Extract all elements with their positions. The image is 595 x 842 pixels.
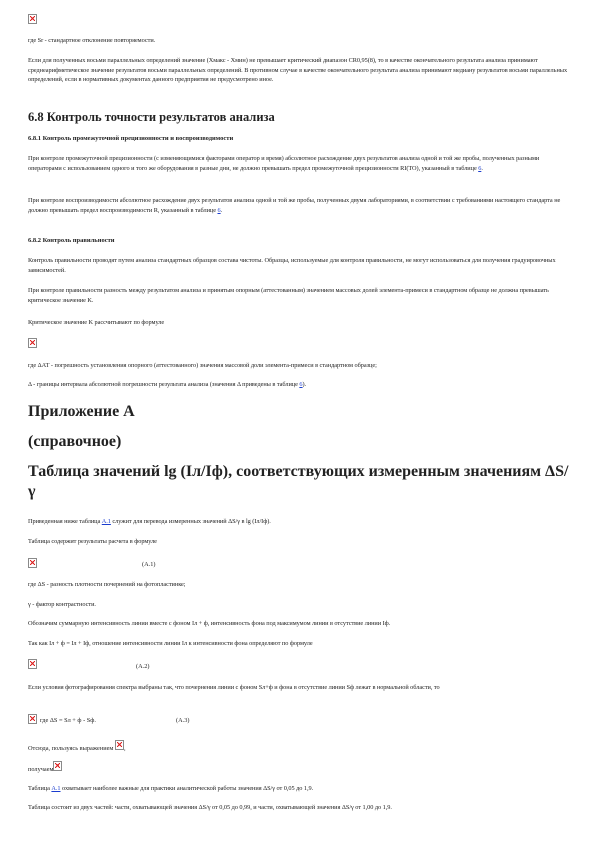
subsection-6-8-1-title: 6.8.1 Контроль промежуточной прецизионности и воспроизводимости [28, 135, 234, 142]
paragraph-correctness-1: Контроль правильности проводят путем анализа стандартных образцов состава чистоты. Образцы, используемые для контроля правильности, не могут использоваться для получения градуировочных зависимостей. [28, 257, 556, 274]
paragraph-intermediate-precision: При контроле промежуточной прецизионности (с изменяющимися факторами оператор и время) абсолютное расхождение двух результатов анализа одной и той же пробы, полученных разными операторами с использованием одного и того же оборудования в разные дни, не должно превышать предел промежуточной прецизионности RI(TO), указанный в таблице 6. [28, 155, 540, 172]
paragraph-expression: Отсюда, пользуясь выражением , [28, 740, 126, 754]
broken-image-icon [28, 338, 37, 348]
broken-image-icon [28, 14, 37, 24]
link-table-6[interactable]: 6 [217, 206, 221, 214]
sr-definition: где Sr - стандартное отклонение повторяемости. [28, 37, 156, 44]
paragraph-delta-a: Δ - границы интервала абсолютной погрешности результата анализа (значения Δ приведены в таблице 6). [28, 381, 307, 388]
paragraph-table-purpose: Приведенная ниже таблица А.1 служит для перевода измеренных значений ΔS/γ в lg (Iл/Iф). [28, 518, 271, 525]
paragraph-obtain: получаем [28, 761, 62, 775]
formula-label-a3: (А.3) [176, 717, 190, 724]
appendix-title: Приложение А [28, 403, 135, 420]
link-table-6[interactable]: 6 [478, 164, 482, 172]
broken-image-icon [28, 558, 37, 568]
paragraph-delta-at: где ΔАТ - погрешность установления опорного (аттестованного) значения массовой доли элемента-примеси в стандартном образце; [28, 362, 377, 369]
broken-image-icon [28, 714, 37, 724]
paragraph-correctness-2: При контроле правильности разность между результатом анализа и принятым опорным (аттестованным) значением массовых долей элемента-примеси в стандартном образце не должна превышать критическое значение K. [28, 287, 549, 304]
paragraph-table-contents: Таблица содержит результаты расчета в формуле [28, 538, 157, 545]
appendix-table-title: Таблица значений lg (Iл/Iф), соответствующих измеренным значениям ΔS/γ [28, 463, 569, 500]
link-table-6[interactable]: 6 [299, 381, 303, 388]
paragraph-k-formula: Критическое значение K рассчитывают по формуле [28, 319, 165, 326]
paragraph-gamma: γ - фактор контрастности. [28, 601, 96, 608]
broken-image-icon [115, 740, 124, 750]
paragraph-intensity-sum: Обозначим суммарную интенсивность линии вместе с фоном Iл + ф, интенсивность фона под максимумом линии в отсутствие линии Iф. [28, 620, 391, 627]
paragraph-reproducibility: При контроле воспроизводимости абсолютное расхождение двух результатов анализа одной и той же пробы, полученных двумя лабораториями, в соответствии с требованиями настоящего стандарта не должно превышать предел воспроизводимости R, указанный в таблице 6. [28, 197, 561, 214]
broken-image-icon [28, 659, 37, 669]
formula-a3-text: где ΔS = Sл + ф - Sф. [40, 717, 96, 724]
broken-image-icon [53, 761, 62, 771]
appendix-subtitle: (справочное) [28, 433, 122, 450]
section-6-8-title: 6.8 Контроль точности результатов анализа [28, 110, 275, 124]
formula-label-a2: (А.2) [136, 663, 150, 670]
paragraph-delta-s: где ΔS - разность плотности почернений на фотопластинке; [28, 581, 186, 588]
paragraph-table-parts: Таблица состоит из двух частей: части, охватывающей значения ΔS/γ от 0,05 до 0,99, и части, охватывающей значения ΔS/γ от 1,00 до 1,9. [28, 804, 392, 811]
paragraph-table-range: Таблица А.1 охватывает наиболее важные для практики аналитической работы значения ΔS/γ от 0,05 до 1,9. [28, 785, 314, 792]
link-table-a1[interactable]: А.1 [101, 518, 111, 525]
subsection-6-8-2-title: 6.8.2 Контроль правильности [28, 237, 115, 244]
paragraph-photographic-conditions: Если условия фотографирования спектра выбраны так, что почернения линии с фоном Sл+ф и фона в отсутствие линии Sф лежат в нормальной области, то [28, 684, 440, 691]
formula-label-a1: (А.1) [142, 561, 156, 568]
paragraph-final-result: Если для полученных восьми параллельных определений значение (Xмакс - Xмин) не превышает критический диапазон CR0,95(8), то в качестве окончательного результата анализа принимают среднеарифметическое значение результатов восьми параллельных определений. В противном случае в качестве окончательного результата анализа принимают медиану результатов восьми параллельных определений, если в нормативных документах данного предприятия не предусмотрено иное. [28, 57, 568, 84]
link-table-a1[interactable]: А.1 [51, 785, 61, 792]
paragraph-intensity-ratio: Так как Iл + ф = Iл + Iф, отношение интенсивности линии Iл к интенсивности фона определяют по формуле [28, 640, 313, 647]
